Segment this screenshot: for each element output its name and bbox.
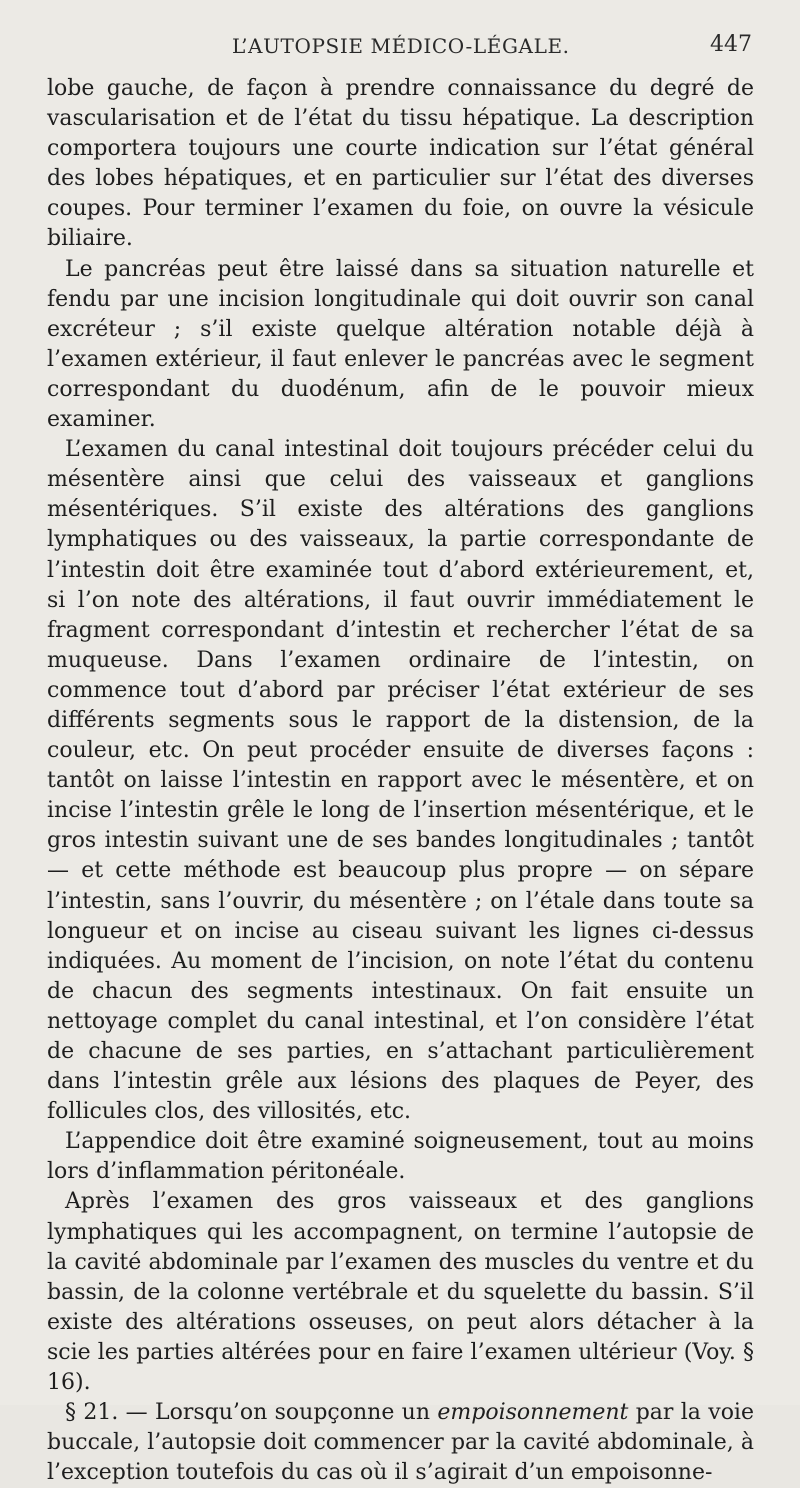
running-title: L’AUTOPSIE MÉDICO-LÉGALE.	[232, 34, 570, 58]
paragraph-liver-end: lobe gauche, de façon à prendre connaissance du degré de vascularisation et de l’état du tissu hépatique. La description comportera toujours une courte indication sur l’état général des lobes hépatiques, et en particulier sur l’état des diverses coupes. Pour terminer l’examen du foie, on ouvre la vésicule biliaire.	[47, 76, 754, 252]
paragraph-pancreas: Le pancréas peut être laissé dans sa situation naturelle et fendu par une incision longitudinale qui doit ouvrir son canal excréteur ; s’il existe quelque altération notable déjà à l’examen extérieur, il faut enlever le pancréas avec le segment correspondant du duodénum, afin de le pouvoir mieux examiner.	[47, 256, 754, 433]
page-header	[0, 34, 800, 66]
section-21-lead: § 21. — Lorsqu’on soupçonne un	[65, 1400, 438, 1426]
section-21-rest: par la voie buccale, l’autopsie doit commencer par la cavité abdominale, à l’exception toutefois du cas où il s’agirait d’un empoisonne-	[47, 1400, 754, 1486]
paragraph-vessels-bones: Après l’examen des gros vaisseaux et des ganglions lymphatiques qui les accompagnent, on termine l’autopsie de la cavité abdominale par l’examen des muscles du ventre et du bassin, de la colonne vertébrale et du squelette du bassin. S’il existe des altérations osseuses, on peut alors détacher à la scie les parties altérées pour en faire l’examen ultérieur (Voy. § 16).	[47, 1189, 754, 1396]
section-21-emphasis: empoisonnement	[437, 1400, 629, 1426]
paragraph-appendix: L’appendice doit être examiné soigneusement, tout au moins lors d’inflammation péritonéale.	[47, 1129, 754, 1185]
paragraph-section-21	[47, 1398, 754, 1488]
page-number: 447	[710, 32, 752, 57]
page-body	[47, 74, 754, 1488]
paragraph-intestine: L’examen du canal intestinal doit toujours précéder celui du mésentère ainsi que celui des vaisseaux et ganglions mésentériques. S’il existe des altérations des ganglions lymphatiques ou des vaisseaux, la partie correspondante de l’intestin doit être examinée tout d’abord extérieurement, et, si l’on note des altérations, il faut ouvrir immédiatement le fragment correspondant d’intestin et rechercher l’état de sa muqueuse. Dans l’examen ordinaire de l’intestin, on commence tout d’abord par préciser l’état extérieur de ses différents segments sous le rapport de la distension, de la couleur, etc. On peut procéder ensuite de diverses façons : tantôt on laisse l’intestin en rapport avec le mésentère, et on incise l’intestin grêle le long de l’insertion mésentérique, et le gros intestin suivant une de ses bandes longitudinales ; tantôt — et cette méthode est beaucoup plus propre — on sépare l’intestin, sans l’ouvrir, du mésentère ; on l’étale dans toute sa longueur et on incise au ciseau suivant les lignes ci-dessus indiquées. Au moment de l’incision, on note l’état du contenu de chacun des segments intestinaux. On fait ensuite un nettoyage complet du canal intestinal, et l’on considère l’état de chacune de ses parties, en s’attachant particulièrement dans l’intestin grêle aux lésions des plaques de Peyer, des follicules clos, des villosités, etc.	[47, 437, 754, 1125]
